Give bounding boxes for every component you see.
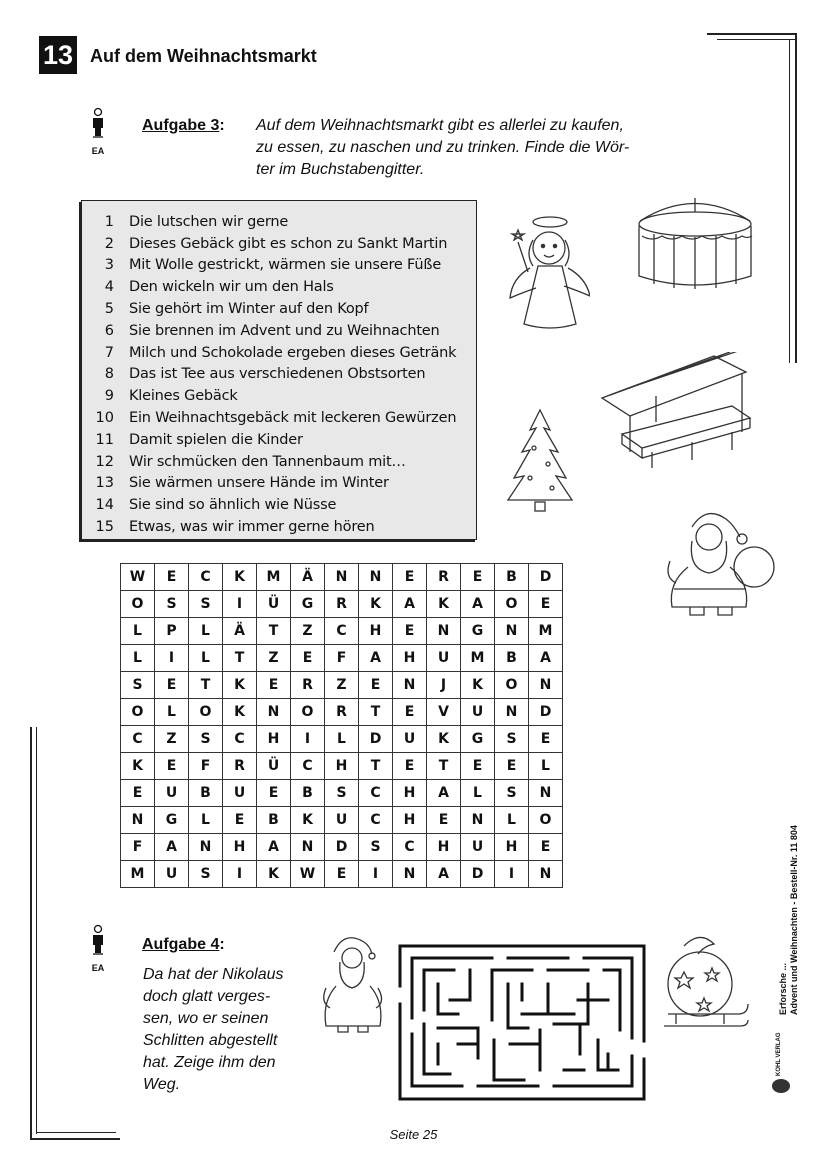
grid-cell[interactable]: G <box>461 618 495 645</box>
grid-cell[interactable]: G <box>291 591 325 618</box>
grid-cell[interactable]: N <box>359 564 393 591</box>
grid-cell[interactable]: H <box>257 726 291 753</box>
maze <box>398 944 646 1106</box>
grid-cell[interactable]: O <box>189 699 223 726</box>
border-line-left <box>30 727 32 1140</box>
clue-text: Die lutschen wir gerne <box>129 213 289 230</box>
grid-cell[interactable]: E <box>529 834 563 861</box>
grid-cell[interactable]: K <box>291 807 325 834</box>
grid-cell[interactable]: A <box>427 780 461 807</box>
clue-text: Kleines Gebäck <box>129 388 238 405</box>
grid-cell[interactable]: N <box>189 834 223 861</box>
grid-cell[interactable]: U <box>155 861 189 888</box>
grid-cell[interactable]: H <box>325 753 359 780</box>
clue-item <box>82 473 456 495</box>
santa-claus-illustration <box>662 505 777 622</box>
grid-cell[interactable]: B <box>291 780 325 807</box>
grid-cell[interactable]: O <box>495 672 529 699</box>
single-work-icon <box>88 924 108 973</box>
grid-cell[interactable]: C <box>121 726 155 753</box>
grid-cell[interactable]: H <box>427 834 461 861</box>
nikolaus-illustration <box>320 930 390 1039</box>
grid-cell[interactable]: T <box>223 645 257 672</box>
grid-cell[interactable]: I <box>223 591 257 618</box>
clue-text: Das ist Tee aus verschiedenen Obstsorten <box>129 366 426 383</box>
grid-cell[interactable]: K <box>223 672 257 699</box>
grid-cell[interactable]: C <box>325 618 359 645</box>
grid-cell[interactable]: O <box>121 699 155 726</box>
grid-cell[interactable]: U <box>325 807 359 834</box>
task4-line: Da hat der Nikolaus <box>143 966 284 983</box>
clue-text: Den wickeln wir um den Hals <box>129 279 334 296</box>
clue-text: Sie gehört im Winter auf den Kopf <box>129 301 369 318</box>
clue-text: Damit spielen die Kinder <box>129 431 303 448</box>
clue-text: Milch und Schokolade ergeben dieses Getränk <box>129 344 457 361</box>
grid-cell[interactable]: U <box>155 780 189 807</box>
grid-cell[interactable]: C <box>189 564 223 591</box>
grid-cell[interactable]: N <box>325 564 359 591</box>
grid-cell[interactable]: H <box>359 618 393 645</box>
grid-cell[interactable]: W <box>121 564 155 591</box>
clue-item <box>82 298 456 320</box>
grid-cell[interactable]: A <box>359 645 393 672</box>
grid-cell[interactable]: Z <box>155 726 189 753</box>
task3-label: Aufgabe 3 <box>142 117 220 134</box>
grid-cell[interactable]: A <box>393 591 427 618</box>
clue-number: 2 <box>104 235 114 252</box>
grid-cell[interactable]: Z <box>291 618 325 645</box>
grid-cell[interactable]: Ü <box>257 591 291 618</box>
clue-number: 8 <box>104 366 114 383</box>
grid-cell[interactable]: E <box>223 807 257 834</box>
clue-number: 6 <box>104 322 114 339</box>
clue-item <box>82 451 456 473</box>
border-line-top <box>707 33 797 35</box>
grid-cell[interactable]: H <box>223 834 257 861</box>
task4-line: sen, wo er seinen <box>143 1010 269 1027</box>
grid-cell[interactable]: L <box>121 618 155 645</box>
word-search-grid <box>120 563 563 888</box>
task4-line: doch glatt verges- <box>143 988 271 1005</box>
grid-cell[interactable]: E <box>393 564 427 591</box>
grid-cell[interactable]: M <box>529 618 563 645</box>
grid-cell[interactable]: C <box>393 834 427 861</box>
grid-cell[interactable]: L <box>189 807 223 834</box>
grid-cell[interactable]: D <box>325 834 359 861</box>
grid-cell[interactable]: R <box>325 591 359 618</box>
grid-row <box>121 726 563 753</box>
grid-cell[interactable]: U <box>223 780 257 807</box>
grid-cell[interactable]: E <box>495 753 529 780</box>
clue-text: Dieses Gebäck gibt es schon zu Sankt Martin <box>129 235 448 252</box>
grid-cell[interactable]: N <box>529 780 563 807</box>
grid-cell[interactable]: E <box>461 564 495 591</box>
clue-text: Etwas, was wir immer gerne hören <box>129 519 375 536</box>
grid-cell[interactable]: T <box>359 699 393 726</box>
task3-icon-label: EA <box>91 146 105 156</box>
grid-cell[interactable]: E <box>529 591 563 618</box>
grid-cell[interactable]: Ä <box>291 564 325 591</box>
grid-cell[interactable]: P <box>155 618 189 645</box>
grid-cell[interactable]: F <box>189 753 223 780</box>
clue-item <box>82 516 456 538</box>
clue-number: 13 <box>95 475 114 492</box>
grid-cell[interactable]: C <box>291 753 325 780</box>
grid-cell[interactable]: N <box>121 807 155 834</box>
grid-cell[interactable]: L <box>189 645 223 672</box>
grid-cell[interactable]: H <box>393 780 427 807</box>
grid-cell[interactable]: L <box>529 753 563 780</box>
grid-cell[interactable]: S <box>189 591 223 618</box>
side-note-line1: Erforsche ... <box>778 962 788 1015</box>
grid-cell[interactable]: S <box>325 780 359 807</box>
grid-row <box>121 699 563 726</box>
grid-row <box>121 564 563 591</box>
side-note-line2: Advent und Weihnachten - Bestell-Nr. 11 804 <box>789 825 799 1015</box>
grid-cell[interactable]: U <box>461 699 495 726</box>
grid-cell[interactable]: E <box>461 753 495 780</box>
christmas-tree-illustration <box>500 408 580 517</box>
task3-line: ter im Buchstabengitter. <box>256 161 425 178</box>
grid-cell[interactable]: M <box>461 645 495 672</box>
grid-cell[interactable]: T <box>427 753 461 780</box>
angel-illustration <box>500 210 590 337</box>
clue-item <box>82 494 456 516</box>
market-stall-illustration <box>592 352 757 473</box>
grid-cell[interactable]: R <box>427 564 461 591</box>
grid-cell[interactable]: H <box>393 807 427 834</box>
grid-row <box>121 672 563 699</box>
grid-row <box>121 780 563 807</box>
grid-cell[interactable]: B <box>495 645 529 672</box>
clue-item <box>82 407 456 429</box>
clue-number: 15 <box>95 519 114 536</box>
clue-text: Sie brennen im Advent und zu Weihnachten <box>129 322 440 339</box>
grid-cell[interactable]: G <box>461 726 495 753</box>
grid-cell[interactable]: L <box>325 726 359 753</box>
grid-cell[interactable]: E <box>325 861 359 888</box>
grid-cell[interactable]: N <box>529 672 563 699</box>
page-number-badge: 13 <box>39 36 77 74</box>
clue-item <box>82 276 456 298</box>
grid-cell[interactable]: K <box>461 672 495 699</box>
page-title: Auf dem Weihnachtsmarkt <box>90 46 317 66</box>
clue-box <box>81 200 477 540</box>
clue-number: 7 <box>104 344 114 361</box>
grid-cell[interactable]: N <box>427 618 461 645</box>
grid-cell[interactable]: K <box>121 753 155 780</box>
grid-row <box>121 645 563 672</box>
grid-cell[interactable]: L <box>461 780 495 807</box>
grid-cell[interactable]: S <box>189 861 223 888</box>
grid-cell[interactable]: H <box>393 645 427 672</box>
grid-cell[interactable]: K <box>223 564 257 591</box>
border-line-top-inner <box>717 39 797 40</box>
grid-cell[interactable]: A <box>461 591 495 618</box>
grid-cell[interactable]: E <box>393 753 427 780</box>
clue-item <box>82 233 456 255</box>
grid-cell[interactable]: G <box>155 807 189 834</box>
grid-cell[interactable]: D <box>529 564 563 591</box>
grid-cell[interactable]: N <box>393 672 427 699</box>
grid-cell[interactable]: Ä <box>223 618 257 645</box>
clue-text: Mit Wolle gestrickt, wärmen sie unsere Füße <box>129 257 442 274</box>
grid-cell[interactable]: O <box>529 807 563 834</box>
clue-item <box>82 211 456 233</box>
border-line-left-inner <box>36 727 37 1134</box>
clue-text: Sie wärmen unsere Hände im Winter <box>129 475 389 492</box>
task4-icon-label: EA <box>91 963 105 973</box>
grid-cell[interactable]: K <box>257 861 291 888</box>
grid-cell[interactable]: N <box>257 699 291 726</box>
clue-number: 12 <box>95 453 114 470</box>
grid-cell[interactable]: E <box>257 780 291 807</box>
grid-row <box>121 807 563 834</box>
single-work-icon <box>88 107 108 156</box>
grid-cell[interactable]: M <box>257 564 291 591</box>
publisher-logo <box>768 1022 798 1094</box>
publisher-name: KOHL VERLAG <box>776 1032 782 1076</box>
grid-cell[interactable]: E <box>121 780 155 807</box>
grid-cell[interactable]: O <box>291 699 325 726</box>
grid-cell[interactable]: T <box>189 672 223 699</box>
grid-cell[interactable]: Z <box>257 645 291 672</box>
grid-cell[interactable]: I <box>495 861 529 888</box>
carousel-illustration <box>632 196 757 296</box>
grid-cell[interactable]: B <box>189 780 223 807</box>
grid-cell[interactable]: R <box>291 672 325 699</box>
clue-list <box>82 211 456 538</box>
task4-heading: Aufgabe 4: <box>142 936 225 953</box>
grid-cell[interactable]: K <box>223 699 257 726</box>
grid-cell[interactable]: S <box>121 672 155 699</box>
grid-cell[interactable]: U <box>427 645 461 672</box>
grid-cell[interactable]: H <box>495 834 529 861</box>
grid-cell[interactable]: S <box>189 726 223 753</box>
grid-row <box>121 834 563 861</box>
grid-cell[interactable]: C <box>359 780 393 807</box>
grid-cell[interactable]: L <box>121 645 155 672</box>
page-footer: Seite 25 <box>389 1127 438 1142</box>
clue-text: Sie sind so ähnlich wie Nüsse <box>129 497 337 514</box>
grid-cell[interactable]: J <box>427 672 461 699</box>
grid-cell[interactable]: I <box>155 645 189 672</box>
grid-cell[interactable]: L <box>155 699 189 726</box>
grid-cell[interactable]: N <box>393 861 427 888</box>
grid-cell[interactable]: M <box>121 861 155 888</box>
grid-cell[interactable]: K <box>359 591 393 618</box>
clue-number: 1 <box>104 213 114 230</box>
grid-cell[interactable]: A <box>427 861 461 888</box>
grid-cell[interactable]: B <box>495 564 529 591</box>
grid-cell[interactable]: R <box>223 753 257 780</box>
grid-cell[interactable]: E <box>155 672 189 699</box>
grid-cell[interactable]: K <box>427 591 461 618</box>
grid-cell[interactable]: B <box>257 807 291 834</box>
grid-cell[interactable]: L <box>189 618 223 645</box>
grid-cell[interactable]: F <box>121 834 155 861</box>
grid-cell[interactable]: I <box>223 861 257 888</box>
grid-cell[interactable]: U <box>393 726 427 753</box>
grid-cell[interactable]: R <box>325 699 359 726</box>
task4-line: hat. Zeige ihm den <box>143 1054 276 1071</box>
task4-line: Schlitten abgestellt <box>143 1032 278 1049</box>
grid-cell[interactable]: E <box>155 564 189 591</box>
clue-number: 4 <box>104 279 114 296</box>
grid-cell[interactable]: S <box>495 726 529 753</box>
grid-cell[interactable]: T <box>257 618 291 645</box>
clue-item <box>82 385 456 407</box>
clue-text: Ein Weihnachtsgebäck mit leckeren Gewürzen <box>129 410 457 427</box>
publisher-side-note <box>778 825 800 1015</box>
clue-item <box>82 342 456 364</box>
task4-line: Weg. <box>143 1076 181 1093</box>
grid-cell[interactable]: N <box>291 834 325 861</box>
grid-cell[interactable]: O <box>495 591 529 618</box>
task4-label: Aufgabe 4 <box>142 936 220 953</box>
clue-item <box>82 320 456 342</box>
task3-line: zu essen, zu naschen und zu trinken. Finde die Wör- <box>256 139 630 156</box>
grid-cell[interactable]: C <box>223 726 257 753</box>
clue-item <box>82 255 456 277</box>
grid-cell[interactable]: O <box>121 591 155 618</box>
clue-item <box>82 364 456 386</box>
task3-instructions <box>256 115 629 181</box>
clue-number: 5 <box>104 301 114 318</box>
grid-cell[interactable]: E <box>529 726 563 753</box>
grid-cell[interactable]: Z <box>325 672 359 699</box>
grid-cell[interactable]: E <box>393 618 427 645</box>
grid-cell[interactable]: N <box>529 861 563 888</box>
clue-number: 9 <box>104 388 114 405</box>
grid-cell[interactable]: S <box>495 780 529 807</box>
grid-cell[interactable]: W <box>291 861 325 888</box>
grid-cell[interactable]: D <box>359 726 393 753</box>
grid-cell[interactable]: L <box>495 807 529 834</box>
grid-cell[interactable]: D <box>461 861 495 888</box>
grid-cell[interactable]: N <box>461 807 495 834</box>
grid-cell[interactable]: N <box>495 699 529 726</box>
grid-cell[interactable]: T <box>359 753 393 780</box>
grid-cell[interactable]: E <box>393 699 427 726</box>
grid-cell[interactable]: E <box>427 807 461 834</box>
grid-row <box>121 861 563 888</box>
grid-cell[interactable]: D <box>529 699 563 726</box>
border-line-right <box>795 33 797 363</box>
clue-text: Wir schmücken den Tannenbaum mit… <box>129 453 406 470</box>
grid-cell[interactable]: K <box>427 726 461 753</box>
border-line-right-inner <box>789 39 790 363</box>
sleigh-illustration <box>654 932 750 1037</box>
grid-cell[interactable]: A <box>257 834 291 861</box>
grid-cell[interactable]: E <box>291 645 325 672</box>
clue-number: 10 <box>95 410 114 427</box>
grid-cell[interactable]: A <box>155 834 189 861</box>
grid-row <box>121 753 563 780</box>
grid-row <box>121 591 563 618</box>
grid-cell[interactable]: A <box>529 645 563 672</box>
clue-item <box>82 429 456 451</box>
grid-cell[interactable]: I <box>359 861 393 888</box>
grid-cell[interactable]: I <box>291 726 325 753</box>
grid-cell[interactable]: F <box>325 645 359 672</box>
grid-cell[interactable]: V <box>427 699 461 726</box>
clue-number: 14 <box>95 497 114 514</box>
grid-cell[interactable]: S <box>155 591 189 618</box>
task4-instructions <box>143 964 284 1096</box>
task3-line: Auf dem Weihnachtsmarkt gibt es allerlei zu kaufen, <box>256 117 624 134</box>
grid-cell[interactable]: E <box>155 753 189 780</box>
grid-cell[interactable]: C <box>359 807 393 834</box>
task3-heading: Aufgabe 3: <box>142 117 225 134</box>
grid-cell[interactable]: S <box>359 834 393 861</box>
grid-cell[interactable]: E <box>257 672 291 699</box>
grid-cell[interactable]: N <box>495 618 529 645</box>
grid-cell[interactable]: E <box>359 672 393 699</box>
grid-cell[interactable]: U <box>461 834 495 861</box>
clue-number: 3 <box>104 257 114 274</box>
grid-row <box>121 618 563 645</box>
clue-number: 11 <box>95 431 114 448</box>
grid-cell[interactable]: Ü <box>257 753 291 780</box>
